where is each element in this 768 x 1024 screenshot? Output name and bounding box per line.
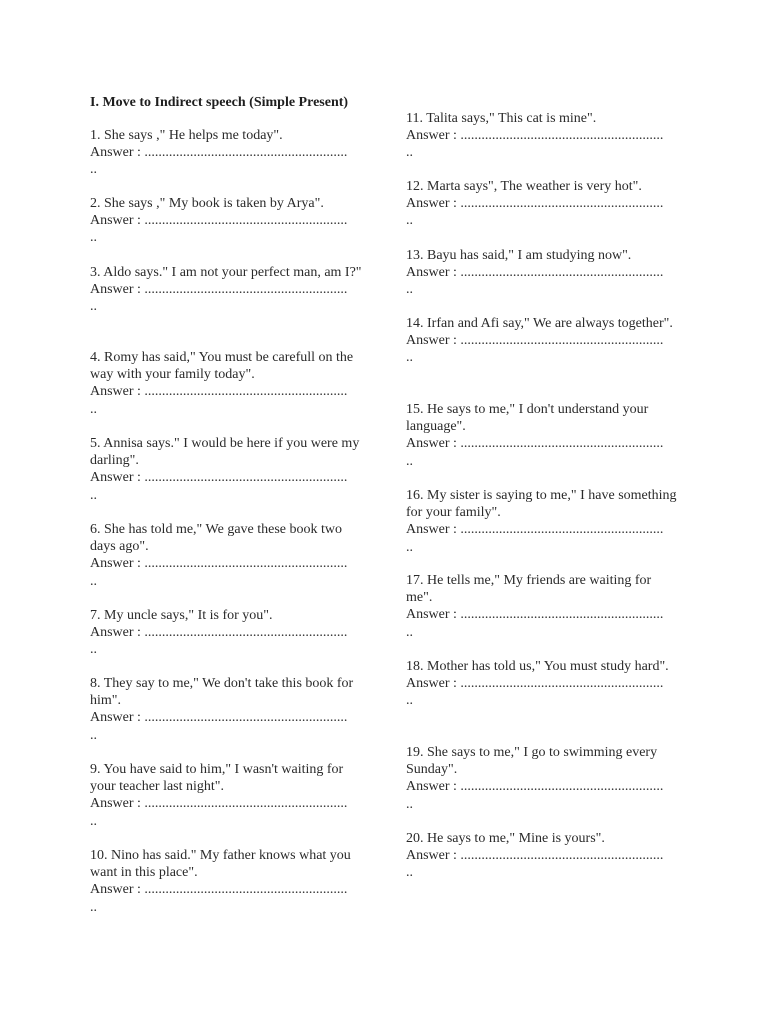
question-text: 15. He says to me," I don't understand your language". xyxy=(406,402,649,435)
question-item xyxy=(406,178,678,230)
answer-line-tail: .. xyxy=(90,573,97,589)
answer-line-tail: .. xyxy=(406,796,413,812)
answer-line[interactable]: Answer : .......................................................... xyxy=(90,384,348,400)
worksheet-heading: I. Move to Indirect speech (Simple Present) xyxy=(90,95,349,110)
answer-line[interactable]: Answer : .......................................................... xyxy=(406,265,664,281)
answer-line-tail: .. xyxy=(406,213,413,229)
answer-line[interactable]: Answer : .......................................................... xyxy=(406,333,664,349)
answer-line[interactable]: Answer : .......................................................... xyxy=(406,196,664,212)
question-item xyxy=(406,110,678,162)
question-item xyxy=(406,247,678,299)
answer-line[interactable]: Answer : .......................................................... xyxy=(90,470,348,486)
answer-line[interactable]: Answer : .......................................................... xyxy=(406,522,664,538)
answer-line-tail: .. xyxy=(406,865,413,881)
answer-line[interactable]: Answer : .......................................................... xyxy=(90,710,348,726)
answer-line-tail: .. xyxy=(90,642,97,658)
question-text: 13. Bayu has said," I am studying now". xyxy=(406,248,632,263)
question-item xyxy=(90,761,362,830)
answer-line-tail: .. xyxy=(90,230,97,246)
question-text: 18. Mother has told us," You must study hard". xyxy=(406,659,669,674)
question-text: 16. My sister is saying to me," I have something for your family". xyxy=(406,488,677,521)
question-item xyxy=(90,264,362,316)
question-text: 19. She says to me," I go to swimming every Sunday". xyxy=(406,745,658,778)
question-item xyxy=(406,315,678,367)
answer-line-tail: .. xyxy=(90,401,97,417)
question-text: 2. She says ," My book is taken by Arya". xyxy=(90,196,324,211)
question-text: 6. She has told me," We gave these book two days ago". xyxy=(90,522,343,555)
question-text: 14. Irfan and Afi say," We are always together". xyxy=(406,316,673,331)
question-text: 8. They say to me," We don't take this book for him". xyxy=(90,676,354,709)
answer-line-tail: .. xyxy=(406,145,413,161)
question-text: 7. My uncle says," It is for you". xyxy=(90,608,273,623)
answer-line[interactable]: Answer : .......................................................... xyxy=(90,796,348,812)
answer-line-tail: .. xyxy=(90,299,97,315)
answer-line-tail: .. xyxy=(90,727,97,743)
question-text: 1. She says ," He helps me today". xyxy=(90,128,283,143)
answer-line-tail: .. xyxy=(90,813,97,829)
question-item xyxy=(90,435,362,504)
answer-line[interactable]: Answer : .......................................................... xyxy=(406,128,664,144)
question-text: 4. Romy has said," You must be carefull on the way with your family today". xyxy=(90,350,354,383)
answer-line[interactable]: Answer : .......................................................... xyxy=(90,282,348,298)
question-text: 12. Marta says", The weather is very hot". xyxy=(406,179,642,194)
question-item xyxy=(90,521,362,590)
question-item xyxy=(90,349,362,418)
question-item xyxy=(406,830,678,882)
question-item xyxy=(406,401,678,470)
question-text: 11. Talita says," This cat is mine". xyxy=(406,111,597,126)
answer-line-tail: .. xyxy=(406,350,413,366)
answer-line[interactable]: Answer : .......................................................... xyxy=(90,625,348,641)
answer-line[interactable]: Answer : .......................................................... xyxy=(90,882,348,898)
answer-line[interactable]: Answer : .......................................................... xyxy=(406,607,664,623)
answer-line[interactable]: Answer : .......................................................... xyxy=(406,436,664,452)
answer-line-tail: .. xyxy=(406,539,413,555)
answer-line-tail: .. xyxy=(406,693,413,709)
question-item xyxy=(406,572,678,641)
question-text: 5. Annisa says." I would be here if you were my darling". xyxy=(90,436,360,469)
question-text: 20. He says to me," Mine is yours". xyxy=(406,831,605,846)
question-item xyxy=(406,744,678,813)
answer-line[interactable]: Answer : .......................................................... xyxy=(406,779,664,795)
answer-line-tail: .. xyxy=(406,624,413,640)
answer-line[interactable]: Answer : .......................................................... xyxy=(406,848,664,864)
question-item xyxy=(90,195,362,247)
question-text: 10. Nino has said." My father knows what you want in this place". xyxy=(90,848,351,881)
question-item xyxy=(90,127,362,179)
question-text: 9. You have said to him," I wasn't waiting for your teacher last night". xyxy=(90,762,344,795)
question-item xyxy=(90,847,362,916)
answer-line[interactable]: Answer : .......................................................... xyxy=(406,676,664,692)
question-item xyxy=(90,607,362,659)
answer-line-tail: .. xyxy=(406,453,413,469)
answer-line-tail: .. xyxy=(90,487,97,503)
answer-line-tail: .. xyxy=(406,282,413,298)
question-item xyxy=(406,658,678,710)
question-item xyxy=(406,487,678,556)
answer-line[interactable]: Answer : .......................................................... xyxy=(90,145,348,161)
answer-line[interactable]: Answer : .......................................................... xyxy=(90,556,348,572)
question-item xyxy=(90,675,362,744)
answer-line-tail: .. xyxy=(90,899,97,915)
answer-line[interactable]: Answer : .......................................................... xyxy=(90,213,348,229)
question-text: 3. Aldo says." I am not your perfect man, am I?" xyxy=(90,265,362,280)
answer-line-tail: .. xyxy=(90,162,97,178)
question-text: 17. He tells me," My friends are waiting for me". xyxy=(406,573,652,606)
